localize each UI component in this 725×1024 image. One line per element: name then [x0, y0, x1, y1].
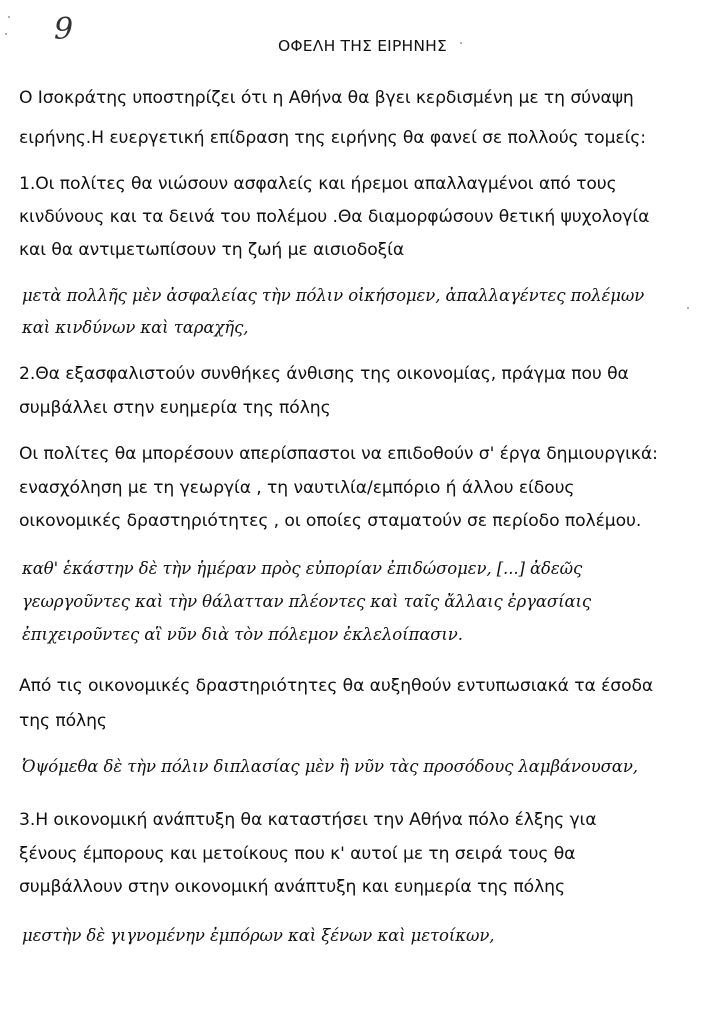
text-line: Οι πολίτες θα μπορέσουν απερίσπαστοι να επιδοθούν σ' έργα δημιουργικά: — [19, 444, 658, 464]
text-line: κινδύνους και τα δεινά του πολέμου .Θα διαμορφώσουν θετική ψυχολογία — [19, 207, 650, 227]
text-line: συμβάλλει στην ευημερία της πόλης — [19, 398, 331, 418]
text-line: 1.Οι πολίτες θα νιώσουν ασφαλείς και ήρεμοι απαλλαγμένοι από τους — [19, 174, 617, 194]
text-line: ειρήνης.Η ευεργετική επίδραση της ειρήνης θα φανεί σε πολλούς τομείς: — [19, 128, 646, 148]
ancient-quote-line: μεστὴν δὲ γιγνομένην ἐμπόρων καὶ ξένων καὶ μετοίκων, — [22, 926, 495, 945]
text-line: της πόλης — [19, 711, 107, 731]
scan-speck — [687, 307, 689, 309]
handwritten-page-number: 9 — [54, 12, 74, 47]
ancient-quote-line: καὶ κινδύνων καὶ ταραχῆς, — [22, 318, 249, 337]
ancient-quote-line: Ὀψόμεθα δὲ τὴν πόλιν διπλασίας μὲν ἢ νῦν τὰς προσόδους λαμβάνουσαν, — [22, 757, 638, 776]
ancient-quote-line: γεωργοῦντες καὶ τὴν θάλατταν πλέοντες καὶ ταῖς ἄλλαις ἐργασίαις — [22, 592, 592, 611]
text-line: Από τις οικονομικές δραστηριότητες θα αυξηθούν εντυπωσιακά τα έσοδα — [19, 676, 654, 696]
page-title: ΟΦΕΛΗ ΤΗΣ ΕΙΡΗΝΗΣ — [277, 37, 448, 55]
scan-speck — [8, 16, 10, 18]
text-line: ξένους έμπορους και μετοίκους που κ' αυτοί με τη σειρά τους θα — [19, 844, 576, 864]
text-line: οικονομικές δραστηριότητες , οι οποίες σταματούν σε περίοδο πολέμου. — [19, 511, 642, 531]
text-line: Ο Ισοκράτης υποστηρίζει ότι η Αθήνα θα βγει κερδισμένη με τη σύναψη — [19, 88, 634, 108]
scan-speck — [5, 33, 7, 35]
ancient-quote-line: ἐπιχειροῦντες αἳ νῦν διὰ τὸν πόλεμον ἐκλελοίπασιν. — [22, 625, 463, 644]
text-line: ενασχόληση με τη γεωργία , τη ναυτιλία/εμπόριο ή άλλου είδους — [19, 478, 575, 498]
text-line: και θα αντιμετωπίσουν τη ζωή με αισιοδοξία — [19, 240, 405, 260]
text-line: συμβάλλουν στην οικονομική ανάπτυξη και ευημερία της πόλης — [19, 877, 565, 897]
text-line: 2.Θα εξασφαλιστούν συνθήκες άνθισης της οικονομίας, πράγμα που θα — [19, 364, 629, 384]
ancient-quote-line: καθ' ἑκάστην δὲ τὴν ἡμέραν πρὸς εὐπορίαν ἐπιδώσομεν, [...] ἀδεῶς — [22, 559, 583, 578]
ancient-quote-line: μετὰ πολλῆς μὲν ἀσφαλείας τὴν πόλιν οἰκήσομεν, ἀπαλλαγέντες πολέμων — [22, 286, 645, 305]
text-line: 3.Η οικονομική ανάπτυξη θα καταστήσει την Αθήνα πόλο έλξης για — [19, 810, 597, 830]
